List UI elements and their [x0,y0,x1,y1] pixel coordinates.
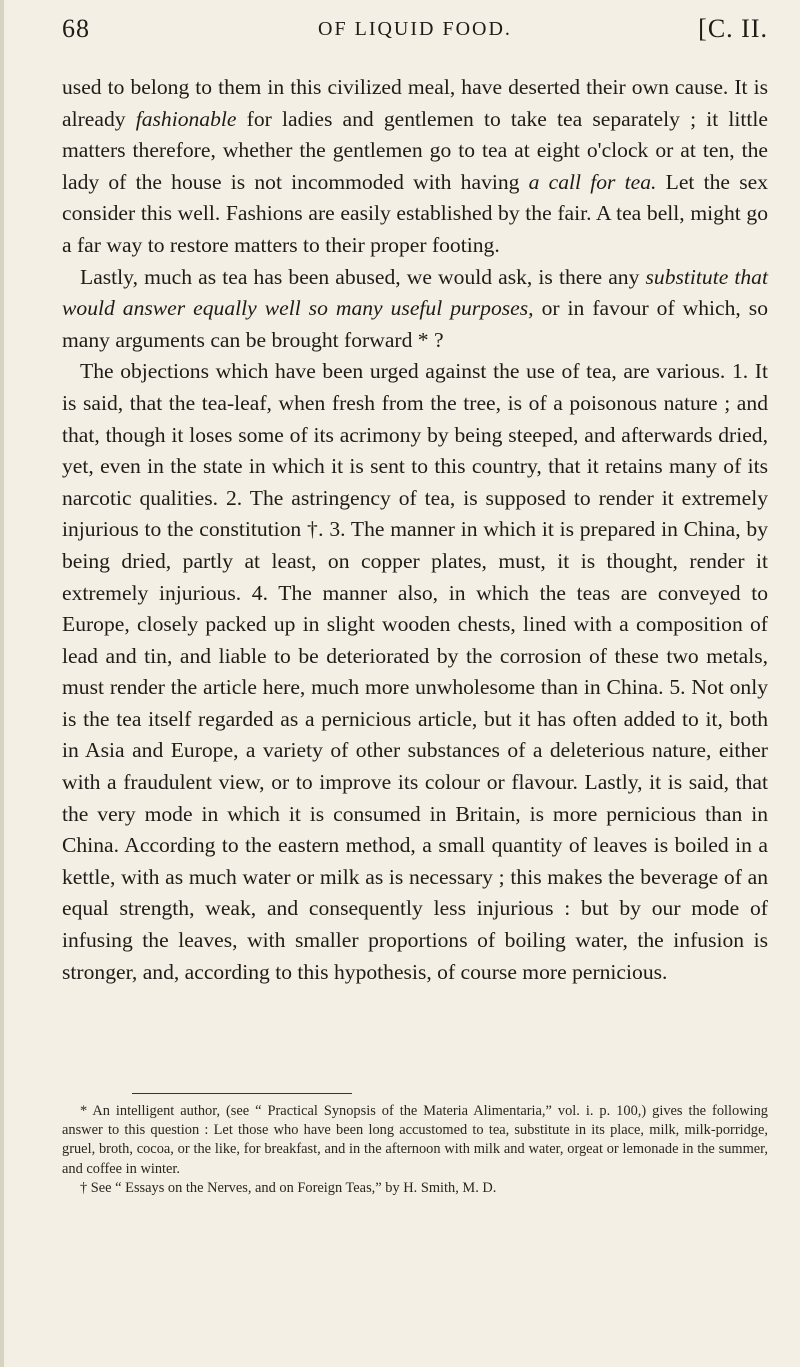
footnote: * An intelligent author, (see “ Practical Synopsis of the Materia Alimentaria,” vol. i. p. 100,) gives the following answer to this question : Let those who have been long accustomed to tea, substitute in its place, milk, milk-porridge, gruel, broth, cocoa, or the like, for breakfast, and in the afternoon with milk and water, orgeat or lemonade in the summer, and coffee in winter. [62,1103,768,1177]
italic-text: fashionable [135,106,237,131]
italic-text: a call for tea. [528,169,657,194]
text-run: Lastly, much as tea has been abused, we would ask, is there any [80,264,646,289]
paragraph [62,72,768,262]
page-edge [0,0,4,1367]
paragraph [62,356,768,988]
text-run: used to belong to them in this civilized meal, have deserted their own cause. It is already [62,75,768,131]
footnote: † See “ Essays on the Nerves, and on Foreign Teas,” by H. Smith, M. D. [80,1179,497,1196]
italic-text: substitute that would answer equally well so many useful purposes, [62,264,768,321]
section-marker: [C. II. [698,14,768,43]
text-run: The objections which have been urged against the use of tea, are various. 1. It is said, that the tea-leaf, when fresh from the tree, is of a poisonous nature ; and that, though it loses some of its acrimony by being steeped, and afterwards dried, yet, even in the state in which it is sent to this country, that it retains many of its narcotic qualities. 2. The astringency of tea, is supposed to render it extremely injurious to the constitution †. 3. The manner in which it is prepared in China, by being dried, partly at least, on copper plates, must, it is thought, render it extremely injurious. 4. The manner also, in which the teas are conveyed to Europe, closely packed up in slight wooden chests, lined with a composition of lead and tin, and liable to be deteriorated by the corrosion of these two metals, must render the article here, much more unwholesome than in China. 5. Not only is the tea itself regarded as a pernicious article, but it has often added to it, both in Asia and Europe, a variety of other substances of a deleterious nature, either with a fraudulent view, or to improve its colour or flavour. Lastly, it is said, that the very mode in which it is consumed in Britain, is more pernicious than in China. According to the eastern method, a small quantity of leaves is boiled in a kettle, with as much water or milk as is necessary ; this makes the beverage of an equal strength, weak, and consequently less injurious : but by our mode of infusing the leaves, with smaller proportions of boiling water, the infusion is stronger, and, according to this hypothesis, of course more pernicious. [62,359,768,984]
running-title: OF LIQUID FOOD. [318,18,512,40]
page-number: 68 [62,14,90,43]
page-header [62,14,768,54]
body-text [62,72,768,988]
footnotes [62,1102,768,1198]
footnote-rule [132,1093,352,1094]
text-run: Let the sex consider this well. Fashions are easily established by the fair. A tea bell, might go a far way to restore matters to their proper footing. [62,169,769,257]
text-run: or in favour of which, so many arguments can be brought forward * ? [62,296,769,352]
text-run: for ladies and gentlemen to take tea separately ; it little matters therefore, whether the gentlemen go to tea at eight o'clock or at ten, the lady of the house is not incommoded with having [62,106,768,194]
paragraph [62,262,768,357]
